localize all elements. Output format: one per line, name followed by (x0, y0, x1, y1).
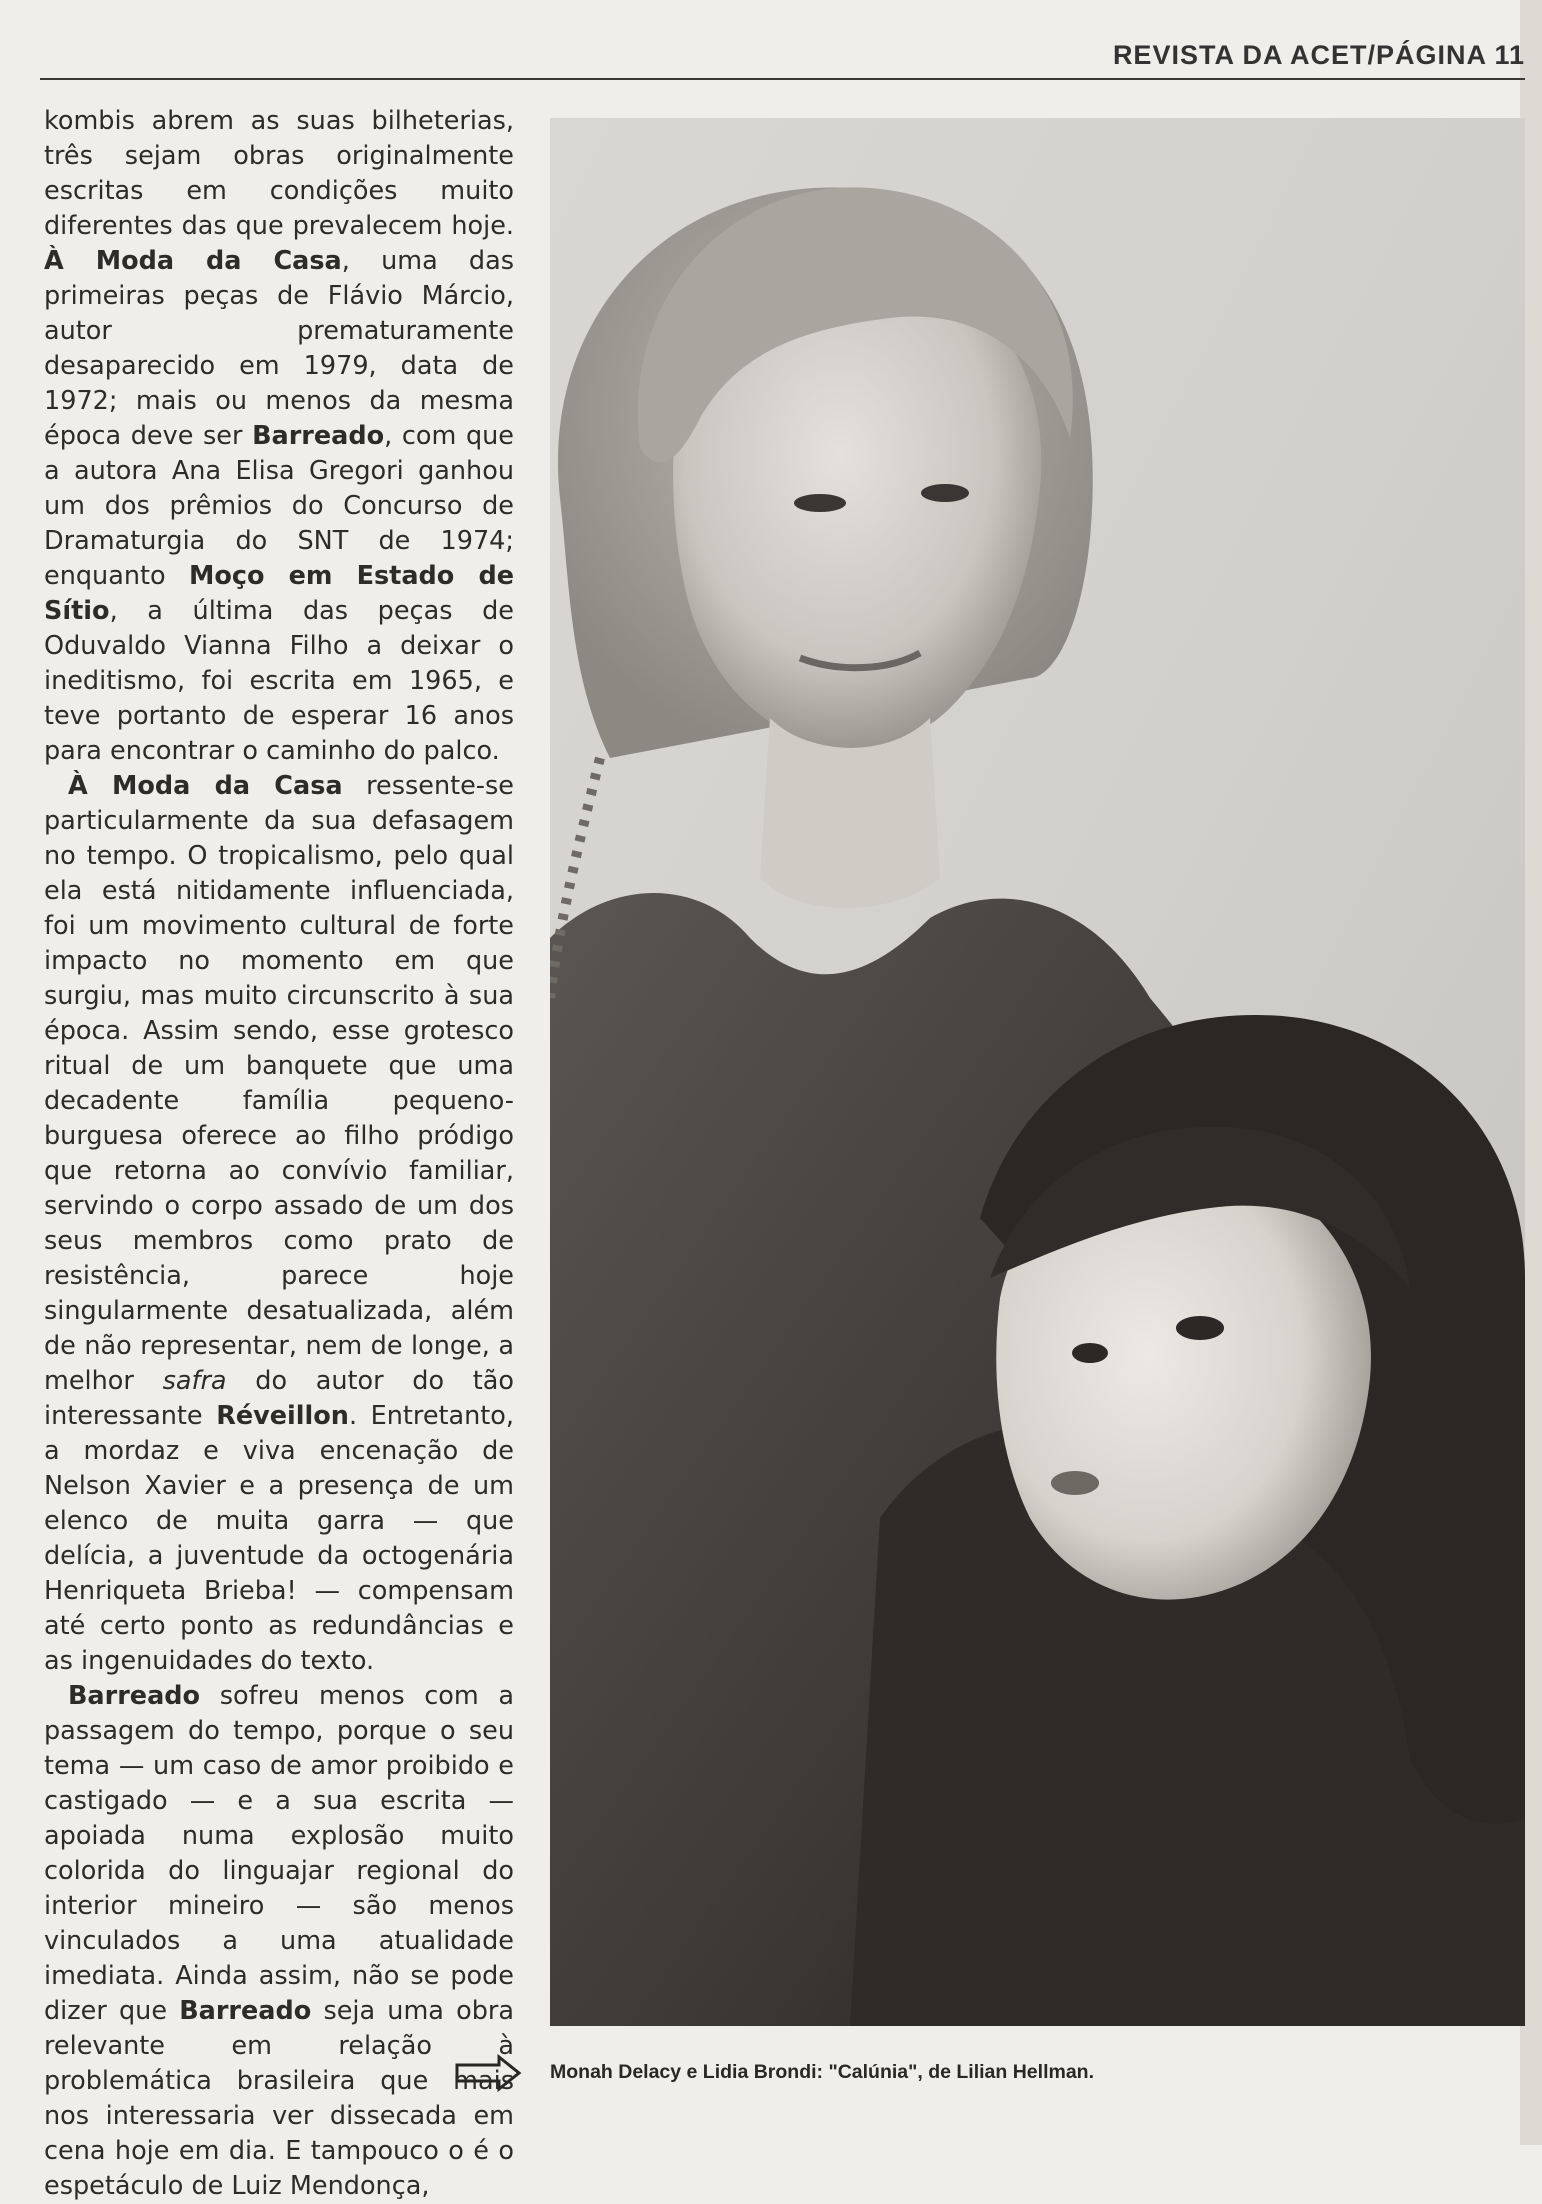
running-header: REVISTA DA ACET/PÁGINA 11 (1112, 40, 1525, 70)
paragraph-3: Barreado sofreu menos com a passagem do tempo, porque o seu tema — um caso de amor proibido e castigado — e a sua escrita — apoiada numa explosão muito colorida do linguajar regional do interior mineiro — são menos vinculados a uma atualidade imediata. Ainda assim, não se pode dizer que Barreado seja uma obra relevante em relação à problemática brasileira que mais nos interessaria ver dissecada em cena hoje em dia. E tampouco o é o espetáculo de Luiz Mendonça, (44, 1681, 514, 2201)
mouth-2 (1051, 1471, 1099, 1495)
article-column (44, 104, 514, 2204)
play-title: À Moda da Casa (68, 771, 343, 801)
play-title: À Moda da Casa (44, 246, 342, 276)
eye-left-2 (1072, 1343, 1108, 1363)
header-rule (40, 78, 1525, 80)
right-arrow-icon (455, 2053, 523, 2093)
paragraph-2: À Moda da Casa ressente-se particularmente da sua defasagem no tempo. O tropicalismo, pelo qual ela está nitidamente influenciada, foi um movimento cultural de forte impacto no momento em que surgiu, mas muito circunscrito à sua época. Assim sendo, esse grotesco ritual de um banquete que uma decadente família pequeno-burguesa oferece ao filho pródigo que retorna ao convívio familiar, servindo o corpo assado de um dos seus membros como prato de resistência, parece hoje singularmente desatualizada, além de não representar, nem de longe, a melhor safra do autor do tão interessante Réveillon. Entretanto, a mordaz e viva encenação de Nelson Xavier e a presença de um elenco de muita garra — que delícia, a juventude da octogenária Henriqueta Brieba! — compensam até certo ponto as redundâncias e as ingenuidades do texto. (44, 771, 515, 1676)
caption-row (455, 2053, 1535, 2093)
eye-right-1 (921, 484, 969, 502)
eye-right-2 (1176, 1316, 1224, 1340)
play-title: Barreado (68, 1681, 201, 1711)
play-title: Moço em Estado de Sítio (44, 561, 514, 626)
italic-term: safra (162, 1366, 227, 1396)
photo-two-actresses (550, 118, 1525, 2026)
eye-left-1 (794, 494, 846, 512)
play-title: Barreado (252, 421, 385, 451)
play-title: Réveillon (216, 1401, 349, 1431)
play-title: Barreado (179, 1996, 312, 2026)
photo-caption: Monah Delacy e Lidia Brondi: "Calúnia", de Lilian Hellman. (550, 2061, 1095, 2083)
paragraph-1: kombis abrem as suas bilheterias, três sejam obras originalmente escritas em condições muito diferentes das que prevalecem hoje. À Moda da Casa, uma das primeiras peças de Flávio Márcio, autor prematuramente desaparecido em 1979, data de 1972; mais ou menos da mesma época deve ser Barreado, com que a autora Ana Elisa Gregori ganhou um dos prêmios do Concurso de Dramaturgia do SNT de 1974; enquanto Moço em Estado de Sítio, a última das peças de Oduvaldo Vianna Filho a deixar o ineditismo, foi escrita em 1965, e teve portanto de esperar 16 anos para encontrar o caminho do palco. (44, 106, 514, 766)
